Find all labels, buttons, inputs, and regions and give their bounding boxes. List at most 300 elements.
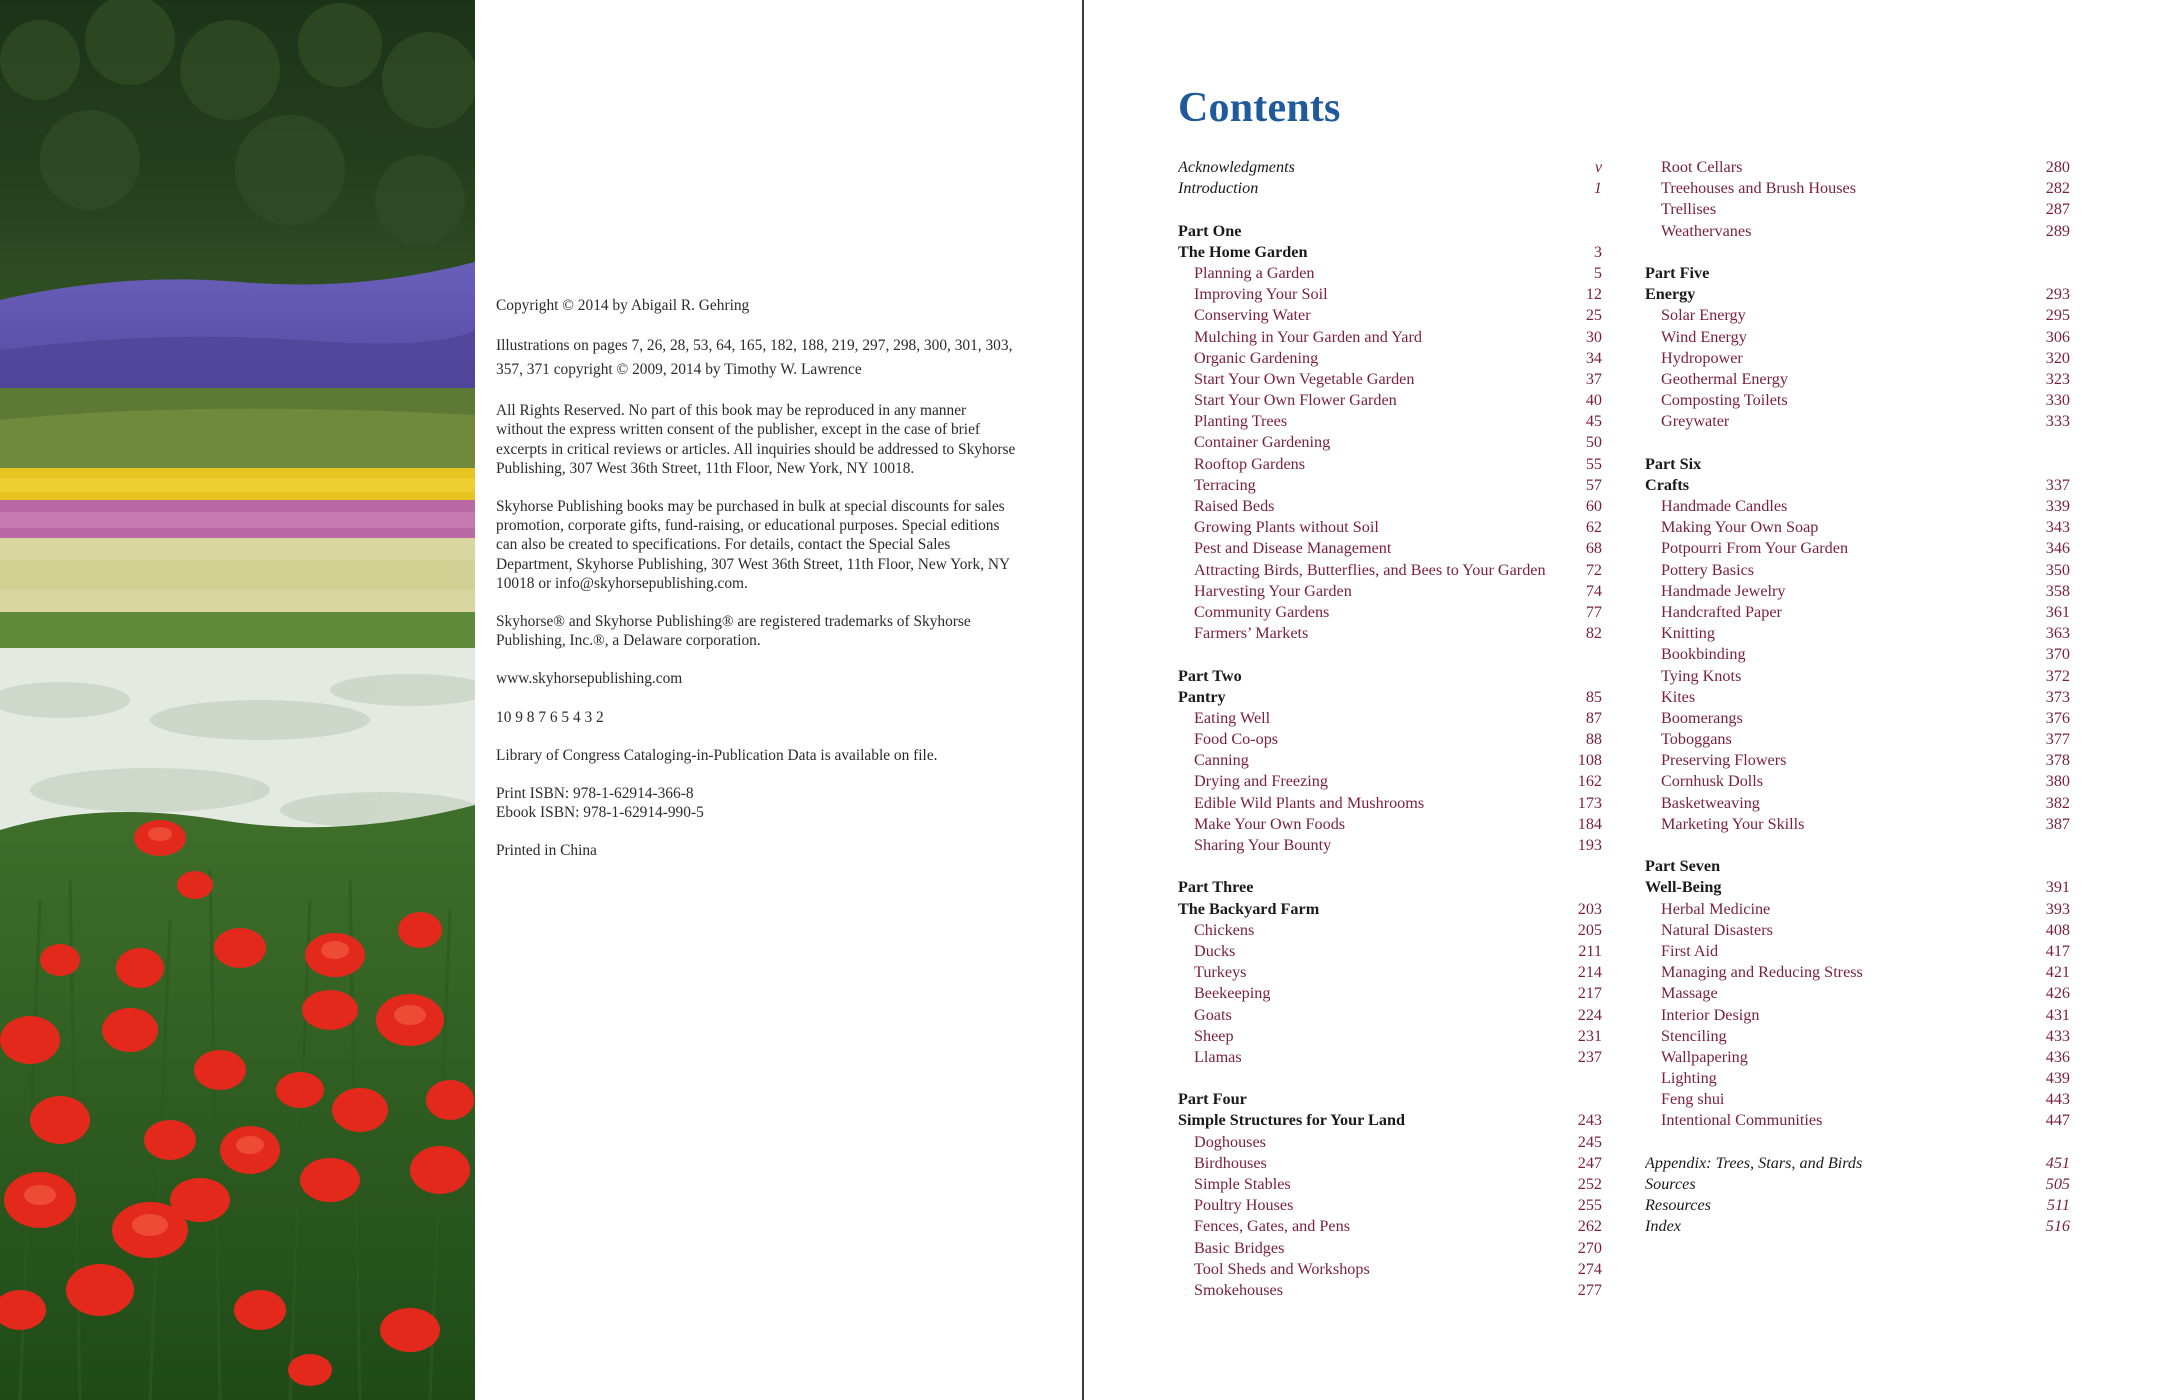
toc-entry-title: Terracing <box>1194 475 1256 494</box>
toc-entry-title: Basketweaving <box>1661 793 1760 812</box>
toc-entry-title: Part Seven <box>1645 857 1721 876</box>
toc-entry[interactable] <box>1645 750 2070 771</box>
toc-entry-title: Index <box>1645 1217 1681 1236</box>
toc-entry[interactable] <box>1645 369 2070 390</box>
toc-entry-title: Wallpapering <box>1661 1047 1748 1066</box>
toc-spacer <box>1645 432 2070 453</box>
toc-entry[interactable] <box>1645 708 2070 729</box>
toc-entry-title: Sources <box>1645 1175 1696 1193</box>
toc-entry-title: Wind Energy <box>1661 327 1747 346</box>
toc-entry[interactable] <box>1178 538 1602 559</box>
toc-entry[interactable] <box>1178 1174 1602 1195</box>
toc-entry[interactable] <box>1645 1068 2070 1089</box>
toc-page-number: 421 <box>2045 963 2070 982</box>
toc-page-number: 274 <box>1577 1259 1602 1278</box>
toc-page-number: 280 <box>2045 158 2070 176</box>
toc-entry[interactable] <box>1178 941 1602 962</box>
toc-page-number: 262 <box>1577 1217 1602 1236</box>
toc-entry[interactable] <box>1178 623 1602 644</box>
toc-entry[interactable] <box>1645 1005 2070 1026</box>
toc-entry-title: Stenciling <box>1661 1026 1727 1045</box>
toc-page-number: 343 <box>2045 518 2070 537</box>
toc-entry-title: Smokehouses <box>1194 1280 1284 1299</box>
toc-page-number: 382 <box>2045 793 2070 812</box>
toc-page-number: 74 <box>1585 581 1602 600</box>
toc-entry[interactable] <box>1178 496 1602 517</box>
toc-page-number: 214 <box>1577 963 1602 982</box>
toc-part-title[interactable] <box>1178 899 1602 920</box>
toc-entry-title: Organic Gardening <box>1194 348 1319 367</box>
rights-statement: All Rights Reserved. No part of this book may be reproduced in any manner without the express written consent of the publisher, except in the case of brief excerpts in critical reviews or articles. All inquiries should be addressed to Skyhorse Publishing, 307 West 36th Street, 11th Floor, New York, NY 10018. <box>496 402 1016 477</box>
toc-entry-title: Planning a Garden <box>1194 263 1315 282</box>
toc-entry[interactable] <box>1645 560 2070 581</box>
toc-entry-title: Basic Bridges <box>1194 1238 1285 1257</box>
toc-entry-title: Conserving Water <box>1194 306 1311 325</box>
toc-entry[interactable] <box>1178 1026 1602 1047</box>
toc-entry-title: Poultry Houses <box>1194 1196 1294 1215</box>
toc-entry[interactable] <box>1178 729 1602 750</box>
toc-entry-title: Pottery Basics <box>1661 560 1755 579</box>
toc-entry-title: Interior Design <box>1661 1005 1760 1024</box>
toc-page-number: 277 <box>1577 1280 1602 1299</box>
printed-in: Printed in China <box>496 842 597 860</box>
toc-entry-title: Toboggans <box>1661 730 1732 749</box>
toc-entry-title: Start Your Own Flower Garden <box>1194 391 1397 410</box>
toc-page-number: 408 <box>2045 920 2070 939</box>
toc-entry[interactable] <box>1645 411 2070 432</box>
toc-entry-title: Treehouses and Brush Houses <box>1661 179 1856 198</box>
toc-page-number: 50 <box>1585 433 1602 452</box>
toc-page-number: 350 <box>2045 560 2070 579</box>
toc-entry-title: Natural Disasters <box>1661 920 1773 939</box>
toc-entry-title: Make Your Own Foods <box>1194 814 1346 833</box>
toc-entry-title: Managing and Reducing Stress <box>1661 963 1863 982</box>
toc-spacer <box>1645 242 2070 263</box>
toc-entry[interactable] <box>1645 814 2070 835</box>
isbn-block <box>496 784 1016 822</box>
toc-entry-title: Feng shui <box>1661 1090 1725 1109</box>
toc-entry[interactable] <box>1178 432 1602 453</box>
toc-entry-title: Simple Structures for Your Land <box>1178 1111 1405 1130</box>
toc-page-number: 231 <box>1577 1026 1602 1045</box>
toc-entry[interactable] <box>1178 920 1602 941</box>
toc-entry-title: Simple Stables <box>1194 1175 1291 1193</box>
toc-entry-title: The Home Garden <box>1178 242 1308 261</box>
loc-note: Library of Congress Cataloging-in-Publication Data is available on file. <box>496 746 938 764</box>
toc-front-matter[interactable] <box>1645 1216 2070 1237</box>
toc-entry-title: Edible Wild Plants and Mushrooms <box>1194 793 1425 812</box>
toc-entry[interactable] <box>1645 941 2070 962</box>
toc-entry[interactable] <box>1178 835 1602 856</box>
toc-entry-title: Bookbinding <box>1661 645 1746 664</box>
toc-page-number: 62 <box>1585 518 1602 537</box>
toc-entry[interactable] <box>1178 348 1602 369</box>
toc-entry[interactable] <box>1645 221 2070 242</box>
toc-part-title[interactable] <box>1645 284 2070 305</box>
toc-entry-title: Making Your Own Soap <box>1661 518 1819 537</box>
toc-page-number: 245 <box>1577 1132 1602 1151</box>
toc-page-number: 511 <box>2046 1196 2070 1215</box>
toc-page-number: 12 <box>1585 285 1602 304</box>
toc-page-number: 306 <box>2045 327 2070 346</box>
toc-entry[interactable] <box>1645 1047 2070 1068</box>
contents-title: Contents <box>1178 85 1341 131</box>
toc-entry-title: The Backyard Farm <box>1178 899 1320 918</box>
toc-entry[interactable] <box>1178 327 1602 348</box>
toc-page-number: 162 <box>1577 772 1602 791</box>
toc-page-number: 60 <box>1585 497 1602 515</box>
illustrations-credit: Illustrations on pages 7, 26, 28, 53, 64, 165, 182, 188, 219, 297, 298, 300, 301, 303, 357, 371 copyright © 2009, 2014 by Timothy W. Lawrence <box>496 337 1013 379</box>
toc-entry[interactable] <box>1178 1280 1602 1301</box>
toc-page-number: 373 <box>2045 687 2070 706</box>
toc-entry[interactable] <box>1645 327 2070 348</box>
toc-entry-title: Acknowledgments <box>1178 158 1295 176</box>
toc-page-number: 193 <box>1577 836 1602 854</box>
toc-right-column <box>1645 157 2070 1238</box>
toc-page-number: 243 <box>1577 1111 1602 1130</box>
toc-entry-title: Tying Knots <box>1661 666 1742 685</box>
flower-field-photo <box>0 0 475 1400</box>
toc-page-number: 237 <box>1577 1047 1602 1066</box>
toc-part-label[interactable] <box>1178 1089 1602 1110</box>
copyright-page <box>496 296 1016 880</box>
toc-page-number: 330 <box>2045 391 2070 410</box>
toc-part-title[interactable] <box>1178 242 1602 263</box>
toc-entry[interactable] <box>1178 1216 1602 1237</box>
toc-entry[interactable] <box>1645 390 2070 411</box>
toc-entry[interactable] <box>1645 729 2070 750</box>
toc-entry-title: Drying and Freezing <box>1194 772 1328 791</box>
toc-entry[interactable] <box>1178 263 1602 284</box>
toc-page-number: 37 <box>1585 369 1602 388</box>
toc-entry-title: Llamas <box>1194 1047 1242 1066</box>
toc-page-number: 82 <box>1585 624 1602 643</box>
toc-entry[interactable] <box>1178 369 1602 390</box>
toc-part-label[interactable] <box>1645 856 2070 877</box>
toc-entry[interactable] <box>1645 899 2070 920</box>
toc-entry[interactable] <box>1178 983 1602 1004</box>
toc-part-label[interactable] <box>1178 666 1602 687</box>
toc-page-number: 45 <box>1585 412 1602 431</box>
toc-page-number: 25 <box>1585 306 1602 325</box>
toc-entry-title: Turkeys <box>1194 963 1247 982</box>
toc-entry[interactable] <box>1178 560 1602 581</box>
toc-entry-title: Start Your Own Vegetable Garden <box>1194 369 1415 388</box>
toc-entry[interactable] <box>1645 581 2070 602</box>
toc-entry-title: Beekeeping <box>1194 984 1271 1003</box>
toc-entry-title: Canning <box>1194 751 1249 770</box>
toc-page-number: 436 <box>2045 1047 2070 1066</box>
toc-entry-title: Well-Being <box>1645 878 1722 897</box>
toc-page-number: 393 <box>2045 899 2070 918</box>
toc-entry-title: Planting Trees <box>1194 412 1288 431</box>
toc-page-number: 211 <box>1578 941 1602 960</box>
page-gutter <box>1082 0 1084 1400</box>
toc-entry[interactable] <box>1178 390 1602 411</box>
toc-page-number: 252 <box>1577 1175 1602 1193</box>
toc-part-label[interactable] <box>1178 877 1602 898</box>
toc-part-label[interactable] <box>1178 221 1602 242</box>
toc-page-number: 363 <box>2045 624 2070 643</box>
toc-page-number: 85 <box>1585 687 1602 706</box>
toc-entry-title: Lighting <box>1661 1069 1717 1088</box>
toc-page-number: 433 <box>2045 1026 2070 1045</box>
toc-page-number: 426 <box>2045 984 2070 1003</box>
toc-entry-title: Harvesting Your Garden <box>1194 581 1352 600</box>
toc-entry-title: Handmade Jewelry <box>1661 581 1786 600</box>
toc-page-number: v <box>1594 158 1602 176</box>
toc-page-number: 72 <box>1585 560 1602 579</box>
toc-entry[interactable] <box>1178 1005 1602 1026</box>
toc-entry-title: Birdhouses <box>1194 1153 1267 1172</box>
toc-entry[interactable] <box>1645 983 2070 1004</box>
toc-spacer <box>1645 835 2070 856</box>
toc-page-number: 372 <box>2045 666 2070 685</box>
toc-entry[interactable] <box>1178 284 1602 305</box>
toc-entry-title: Resources <box>1645 1196 1711 1215</box>
toc-page-number: 55 <box>1585 454 1602 473</box>
toc-entry-title: Tool Sheds and Workshops <box>1194 1259 1370 1278</box>
toc-entry[interactable] <box>1178 305 1602 326</box>
toc-entry-title: Appendix: Trees, Stars, and Birds <box>1645 1153 1863 1172</box>
toc-page-number: 516 <box>2045 1217 2070 1236</box>
toc-entry[interactable] <box>1178 475 1602 496</box>
toc-page-number: 370 <box>2045 645 2070 664</box>
toc-entry[interactable] <box>1645 644 2070 665</box>
toc-entry-title: First Aid <box>1661 941 1719 960</box>
toc-spacer <box>1178 856 1602 877</box>
toc-entry-title: Mulching in Your Garden and Yard <box>1194 327 1422 346</box>
toc-entry[interactable] <box>1178 602 1602 623</box>
toc-page-number: 289 <box>2045 221 2070 240</box>
toc-entry-title: Part One <box>1178 221 1242 240</box>
toc-page-number: 68 <box>1585 539 1602 558</box>
toc-entry[interactable] <box>1645 305 2070 326</box>
toc-entry-title: Raised Beds <box>1194 497 1275 515</box>
toc-page-number: 380 <box>2045 772 2070 791</box>
toc-entry-title: Kites <box>1661 687 1696 706</box>
toc-entry-title: Part Four <box>1178 1090 1247 1109</box>
toc-page-number: 377 <box>2045 730 2070 749</box>
toc-page-number: 447 <box>2045 1111 2070 1130</box>
toc-part-title[interactable] <box>1178 1110 1602 1131</box>
toc-entry-title: Part Two <box>1178 666 1242 685</box>
toc-entry[interactable] <box>1178 814 1602 835</box>
toc-page-number: 87 <box>1585 708 1602 727</box>
toc-entry[interactable] <box>1645 793 2070 814</box>
toc-entry-title: Growing Plants without Soil <box>1194 518 1379 537</box>
toc-entry[interactable] <box>1645 920 2070 941</box>
toc-entry-title: Handmade Candles <box>1661 497 1788 515</box>
toc-page-number: 358 <box>2045 581 2070 600</box>
toc-entry[interactable] <box>1645 602 2070 623</box>
toc-page-number: 108 <box>1577 751 1602 770</box>
toc-entry-title: Introduction <box>1178 179 1259 198</box>
toc-entry-title: Root Cellars <box>1661 158 1743 176</box>
toc-entry-title: Intentional Communities <box>1661 1111 1823 1130</box>
toc-entry[interactable] <box>1645 771 2070 792</box>
toc-entry-title: Potpourri From Your Garden <box>1661 539 1849 558</box>
toc-entry-title: Food Co-ops <box>1194 730 1279 749</box>
toc-page-number: 247 <box>1577 1153 1602 1172</box>
toc-page-number: 77 <box>1585 602 1602 621</box>
toc-page-number: 337 <box>2045 475 2070 494</box>
toc-entry[interactable] <box>1645 1089 2070 1110</box>
toc-entry-title: Goats <box>1194 1005 1232 1024</box>
toc-entry[interactable] <box>1645 178 2070 199</box>
toc-entry-title: Pantry <box>1178 687 1226 706</box>
toc-page-number: 88 <box>1585 730 1602 749</box>
toc-entry-title: Fences, Gates, and Pens <box>1194 1217 1350 1236</box>
toc-entry[interactable] <box>1645 1110 2070 1131</box>
toc-entry-title: Part Five <box>1645 263 1710 282</box>
toc-page-number: 205 <box>1577 920 1602 939</box>
toc-entry-title: Crafts <box>1645 475 1690 494</box>
toc-entry-title: Farmers’ Markets <box>1194 624 1309 643</box>
toc-part-label[interactable] <box>1645 263 2070 284</box>
toc-entry-title: Community Gardens <box>1194 602 1330 621</box>
toc-entry[interactable] <box>1178 771 1602 792</box>
print-isbn: Print ISBN: 978-1-62914-366-8 <box>496 785 694 803</box>
toc-page-number: 5 <box>1593 263 1602 282</box>
toc-spacer <box>1178 1068 1602 1089</box>
toc-page-number: 287 <box>2045 200 2070 219</box>
toc-entry-title: Eating Well <box>1194 708 1271 727</box>
toc-entry-title: Geothermal Energy <box>1661 369 1788 388</box>
toc-entry-title: Doghouses <box>1194 1132 1266 1151</box>
toc-entry[interactable] <box>1645 962 2070 983</box>
toc-page-number: 417 <box>2045 941 2070 960</box>
toc-page-number: 1 <box>1593 179 1602 198</box>
ebook-isbn: Ebook ISBN: 978-1-62914-990-5 <box>496 804 704 822</box>
toc-entry-title: Ducks <box>1194 941 1236 960</box>
toc-front-matter[interactable] <box>1178 178 1602 199</box>
toc-entry-title: Herbal Medicine <box>1661 899 1771 918</box>
publisher-website: www.skyhorsepublishing.com <box>496 670 683 688</box>
toc-entry-title: Pest and Disease Management <box>1194 539 1392 558</box>
toc-page-number: 295 <box>2045 306 2070 325</box>
toc-entry-title: Part Six <box>1645 454 1702 473</box>
toc-page-number: 34 <box>1585 348 1602 367</box>
toc-page-number: 391 <box>2045 878 2070 897</box>
toc-page-number: 255 <box>1577 1196 1602 1215</box>
toc-page-number: 376 <box>2045 708 2070 727</box>
toc-page-number: 270 <box>1577 1238 1602 1257</box>
toc-entry[interactable] <box>1178 750 1602 771</box>
toc-part-title[interactable] <box>1645 475 2070 496</box>
toc-entry-title: Attracting Birds, Butterflies, and Bees to Your Garden <box>1194 560 1546 579</box>
toc-entry-title: Chickens <box>1194 920 1255 939</box>
toc-entry[interactable] <box>1178 1153 1602 1174</box>
toc-front-matter[interactable] <box>1645 1174 2070 1195</box>
toc-entry-title: Composting Toilets <box>1661 391 1788 410</box>
toc-entry[interactable] <box>1178 1132 1602 1153</box>
toc-entry[interactable] <box>1178 411 1602 432</box>
toc-page-number: 184 <box>1577 814 1602 833</box>
toc-page-number: 3 <box>1593 242 1602 261</box>
toc-entry[interactable] <box>1645 1026 2070 1047</box>
toc-entry-title: Rooftop Gardens <box>1194 454 1306 473</box>
toc-entry-title: Handcrafted Paper <box>1661 602 1782 621</box>
toc-page-number: 451 <box>2045 1153 2070 1172</box>
toc-spacer <box>1178 644 1602 665</box>
bulk-sales-note: Skyhorse Publishing books may be purchased in bulk at special discounts for sales promotion, corporate gifts, fund-raising, or educational purposes. Special editions can also be created to specifications. For details, contact the Special Sales Department, Skyhorse Publishing, 307 West 36th Street, 11th Floor, New York, NY 10018 or info@skyhorsepublishing.com. <box>496 498 1010 592</box>
toc-entry[interactable] <box>1178 962 1602 983</box>
toc-front-matter[interactable] <box>1645 1153 2070 1174</box>
toc-entry[interactable] <box>1178 793 1602 814</box>
toc-entry[interactable] <box>1178 1047 1602 1068</box>
toc-entry[interactable] <box>1645 157 2070 178</box>
toc-page-number: 346 <box>2045 539 2070 558</box>
toc-entry-title: Sharing Your Bounty <box>1194 836 1332 854</box>
toc-page-number: 361 <box>2045 602 2070 621</box>
toc-entry[interactable] <box>1645 666 2070 687</box>
copyright-line: Copyright © 2014 by Abigail R. Gehring <box>496 297 750 314</box>
toc-left-column <box>1178 157 1602 1301</box>
toc-page-number: 40 <box>1585 391 1602 410</box>
trademark-note: Skyhorse® and Skyhorse Publishing® are registered trademarks of Skyhorse Publishing, Inc.®, a Delaware corporation. <box>496 613 971 650</box>
toc-entry-title: Weathervanes <box>1661 221 1752 240</box>
toc-part-label[interactable] <box>1645 454 2070 475</box>
toc-page-number: 323 <box>2045 369 2070 388</box>
toc-entry-title: Energy <box>1645 285 1696 304</box>
toc-entry-title: Trellises <box>1661 200 1717 219</box>
toc-entry[interactable] <box>1178 708 1602 729</box>
toc-page-number: 30 <box>1585 327 1602 346</box>
toc-entry[interactable] <box>1178 1238 1602 1259</box>
toc-part-title[interactable] <box>1178 687 1602 708</box>
toc-entry-title: Marketing Your Skills <box>1661 814 1805 833</box>
toc-entry[interactable] <box>1178 454 1602 475</box>
toc-entry-title: Cornhusk Dolls <box>1661 772 1764 791</box>
toc-page-number: 203 <box>1577 899 1602 918</box>
toc-page-number: 443 <box>2045 1090 2070 1109</box>
toc-entry[interactable] <box>1645 496 2070 517</box>
toc-entry[interactable] <box>1178 1259 1602 1280</box>
toc-entry[interactable] <box>1178 517 1602 538</box>
toc-part-title[interactable] <box>1645 877 2070 898</box>
toc-entry-title: Improving Your Soil <box>1194 285 1328 304</box>
toc-entry[interactable] <box>1645 517 2070 538</box>
toc-page-number: 505 <box>2045 1175 2070 1193</box>
toc-entry[interactable] <box>1178 581 1602 602</box>
toc-entry[interactable] <box>1645 687 2070 708</box>
toc-entry[interactable] <box>1645 538 2070 559</box>
toc-entry-title: Massage <box>1661 984 1718 1003</box>
toc-page-number: 378 <box>2045 751 2070 770</box>
toc-page-number: 333 <box>2045 412 2070 431</box>
toc-page-number: 293 <box>2045 285 2070 304</box>
toc-front-matter[interactable] <box>1645 1195 2070 1216</box>
toc-entry-title: Solar Energy <box>1661 306 1746 325</box>
toc-page-number: 431 <box>2045 1005 2070 1024</box>
toc-entry[interactable] <box>1645 199 2070 220</box>
toc-entry-title: Knitting <box>1661 624 1715 643</box>
toc-entry[interactable] <box>1645 623 2070 644</box>
toc-page-number: 387 <box>2045 814 2070 833</box>
toc-page-number: 217 <box>1577 984 1602 1003</box>
toc-page-number: 339 <box>2045 497 2070 515</box>
toc-entry-title: Container Gardening <box>1194 433 1331 452</box>
toc-entry-title: Greywater <box>1661 412 1730 431</box>
toc-page-number: 173 <box>1577 793 1602 812</box>
toc-entry[interactable] <box>1178 1195 1602 1216</box>
toc-page-number: 320 <box>2045 348 2070 367</box>
toc-front-matter[interactable] <box>1178 157 1602 178</box>
toc-entry[interactable] <box>1645 348 2070 369</box>
toc-page-number: 224 <box>1577 1005 1602 1024</box>
toc-spacer <box>1178 199 1602 220</box>
